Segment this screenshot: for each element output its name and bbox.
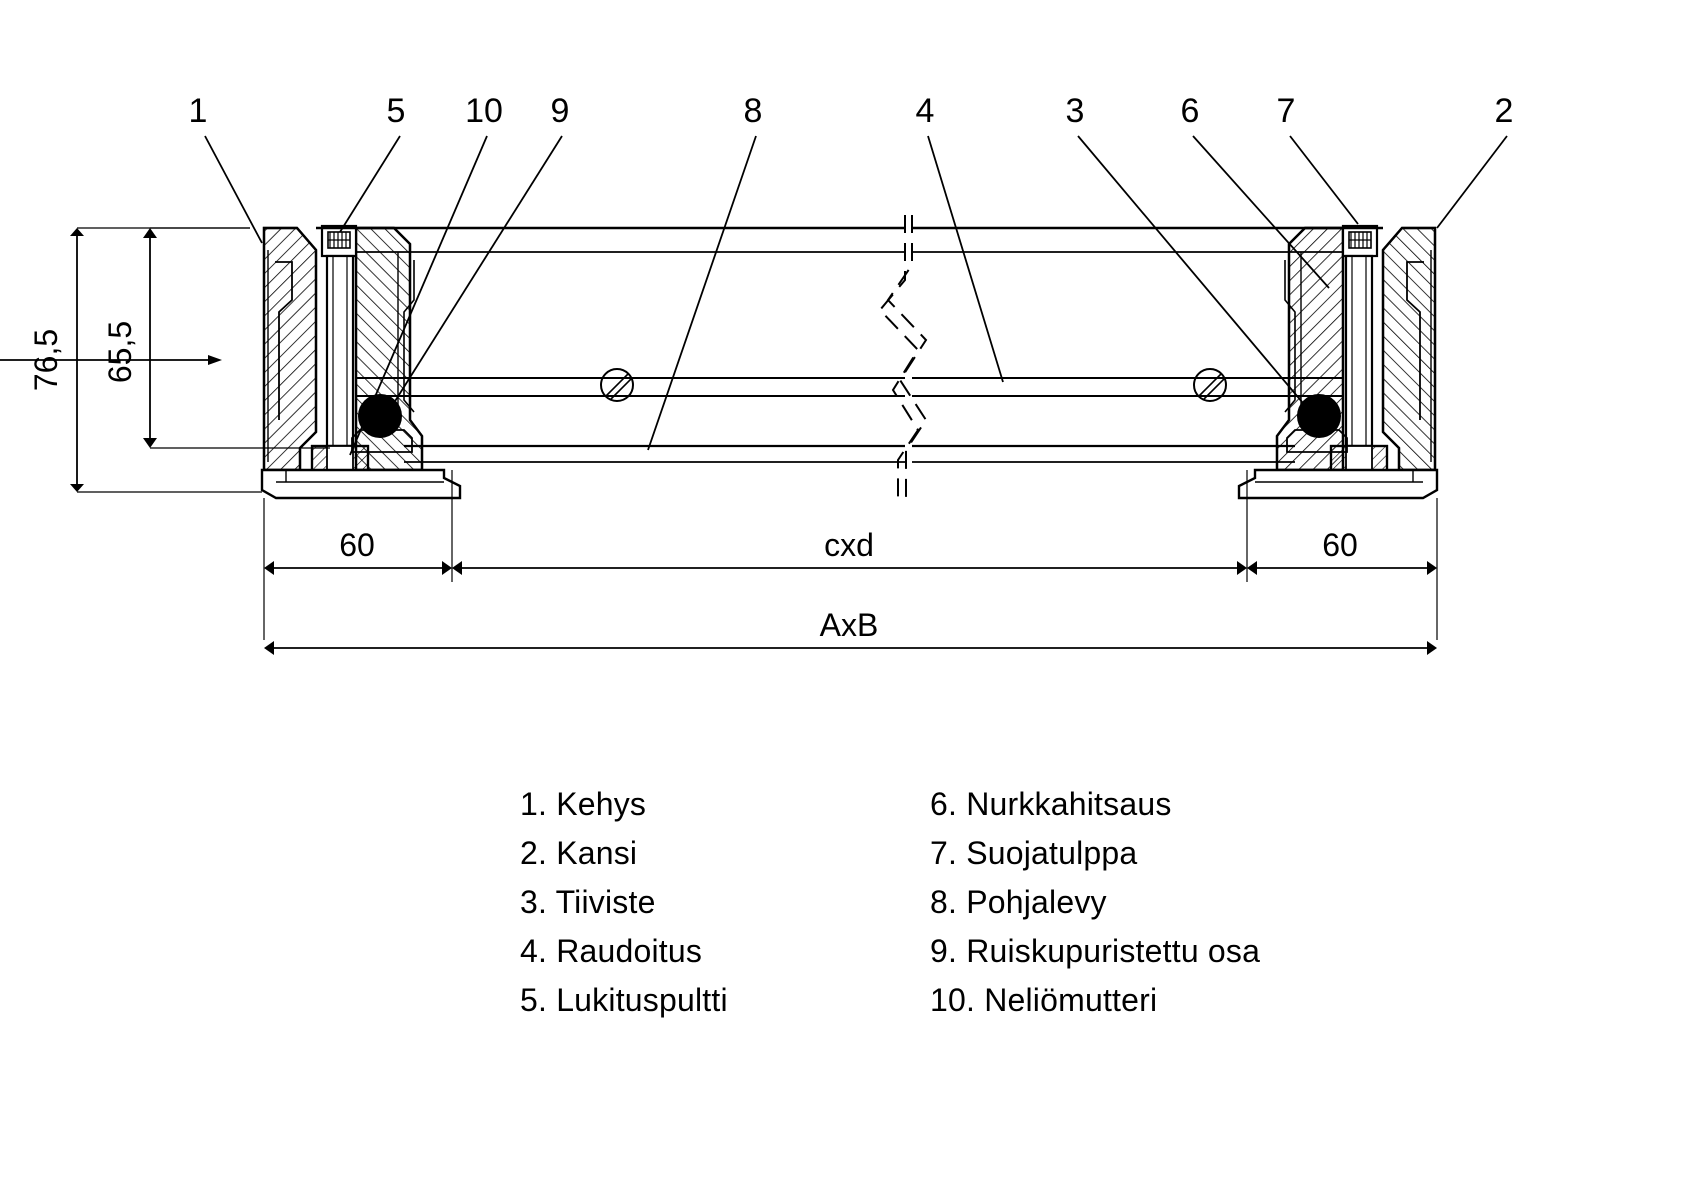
legend-item-10 xyxy=(910,976,1340,1025)
callout-label-6: 6 xyxy=(1180,92,1200,130)
legend-label-8: Pohjalevy xyxy=(966,884,1107,920)
legend-label-2: Kansi xyxy=(556,835,638,871)
legend-item-7 xyxy=(910,829,1340,878)
legend-label-10: Neliömutteri xyxy=(984,982,1158,1018)
legend-number-8: 8. xyxy=(930,884,958,920)
legend-number-1: 1. xyxy=(520,786,548,822)
callout-label-1: 1 xyxy=(188,92,208,130)
callout-label-10: 10 xyxy=(465,92,503,130)
dimension-overall: AxB xyxy=(819,607,879,643)
legend-item-2 xyxy=(520,829,910,878)
callout-label-9: 9 xyxy=(550,92,570,130)
legend-number-3: 3. xyxy=(520,884,548,920)
callout-label-2: 2 xyxy=(1494,92,1514,130)
legend-number-9: 9. xyxy=(930,933,958,969)
legend-number-10: 10. xyxy=(930,982,976,1018)
legend-label-3: Tiiviste xyxy=(555,884,656,920)
legend-number-2: 2. xyxy=(520,835,548,871)
legend-number-4: 4. xyxy=(520,933,548,969)
callout-label-7: 7 xyxy=(1276,92,1296,130)
callout-label-4: 4 xyxy=(915,92,935,130)
legend-item-8 xyxy=(910,878,1340,927)
legend-item-1 xyxy=(520,780,910,829)
legend-label-1: Kehys xyxy=(556,786,647,822)
dimension-total-height: 76,5 xyxy=(28,328,64,392)
callout-label-3: 3 xyxy=(1065,92,1085,130)
legend-number-5: 5. xyxy=(520,982,548,1018)
legend-number-7: 7. xyxy=(930,835,958,871)
legend-label-6: Nurkkahitsaus xyxy=(966,786,1172,822)
legend-label-5: Lukituspultti xyxy=(556,982,728,1018)
legend-number-6: 6. xyxy=(930,786,958,822)
dimension-flange-right: 60 xyxy=(1322,527,1358,563)
legend-item-5 xyxy=(520,976,910,1025)
legend-label-4: Raudoitus xyxy=(556,933,703,969)
parts-legend xyxy=(520,780,1340,1025)
callout-label-8: 8 xyxy=(743,92,763,130)
legend-item-6 xyxy=(910,780,1340,829)
legend-item-9 xyxy=(910,927,1340,976)
callout-label-5: 5 xyxy=(386,92,406,130)
legend-label-9: Ruiskupuristettu osa xyxy=(966,933,1261,969)
legend-label-7: Suojatulppa xyxy=(966,835,1138,871)
dimension-flange-left: 60 xyxy=(339,527,375,563)
legend-item-3 xyxy=(520,878,910,927)
dimension-inner-height: 65,5 xyxy=(102,320,138,384)
dimension-clear-opening: cxd xyxy=(824,527,874,563)
legend-item-4 xyxy=(520,927,910,976)
